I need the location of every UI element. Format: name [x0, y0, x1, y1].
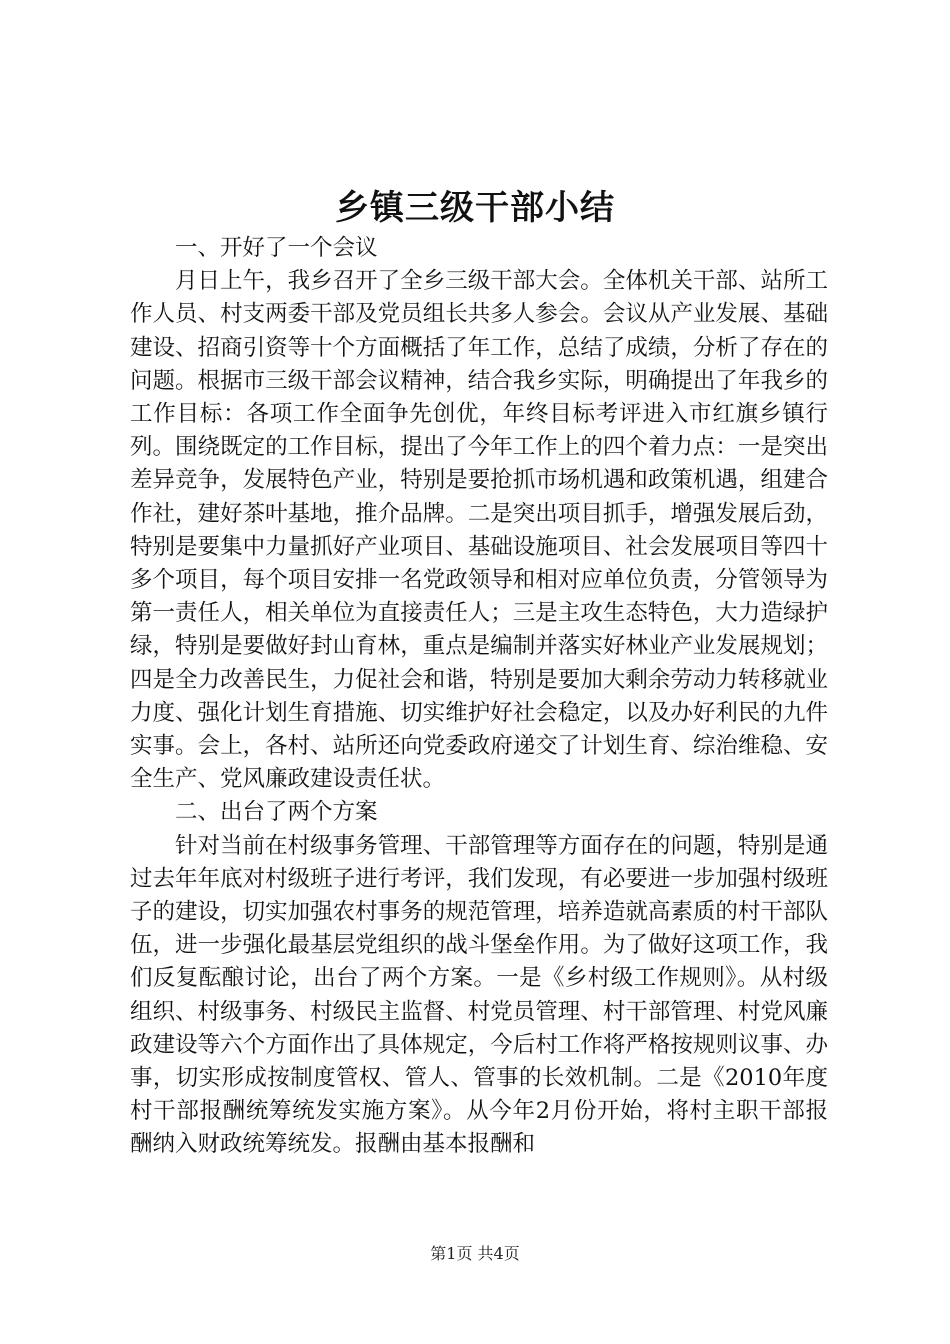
body-paragraph-2: 针对当前在村级事务管理、干部管理等方面存在的问题，特别是通过去年年底对村级班子进行考评，我们发现，有必要进一步加强村级班子的建设，切实加强农村事务的规范管理，培养造就高素质的村干部队伍，进一步强化最基层党组织的战斗堡垒作用。为了做好这项工作，我们反复酝酿讨论，出台了两个方案。一是《乡村级工作规则》。从村级组织、村级事务、村级民主监督、村党员管理、村干部管理、村党风廉政建设等六个方面作出了具体规定，今后村工作将严格按规则议事、办事，切实形成按制度管权、管人、管事的长效机制。二是《2010年度村干部报酬统筹统发实施方案》。从今年2月份开始，将村主职干部报酬纳入财政统筹统发。报酬由基本报酬和 [130, 832, 828, 1158]
document-title: 乡镇三级干部小结 [335, 188, 615, 228]
document-body [130, 232, 828, 1162]
section-heading-1: 一、开好了一个会议 [175, 235, 378, 261]
page-number-footer: 第1页 共4页 [430, 1244, 520, 1263]
section-heading-2: 二、出台了两个方案 [175, 799, 378, 826]
body-paragraph-1: 月日上午，我乡召开了全乡三级干部大会。全体机关干部、站所工作人员、村支两委干部及党员组长共多人参会。会议从产业发展、基础建设、招商引资等十个方面概括了年工作，总结了成绩，分析了存在的问题。根据市三级干部会议精神，结合我乡实际，明确提出了年我乡的工作目标：各项工作全面争先创优，年终目标考评进入市红旗乡镇行列。围绕既定的工作目标，提出了今年工作上的四个着力点：一是突出差异竞争，发展特色产业，特别是要抢抓市场机遇和政策机遇，组建合作社，建好茶叶基地，推介品牌。二是突出项目抓手，增强发展后劲，特别是要集中力量抓好产业项目、基础设施项目、社会发展项目等四十多个项目，每个项目安排一名党政领导和相对应单位负责，分管领导为第一责任人，相关单位为直接责任人；三是主攻生态特色，大力造绿护绿，特别是要做好封山育林，重点是编制并落实好林业产业发展规划；四是全力改善民生，力促社会和谐，特别是要加大剩余劳动力转移就业力度、强化计划生育措施、切实维护好社会稳定，以及办好利民的九件实事。会上，各村、站所还向党委政府递交了计划生育、综治维稳、安全生产、党风廉政建设责任状。 [130, 268, 828, 793]
